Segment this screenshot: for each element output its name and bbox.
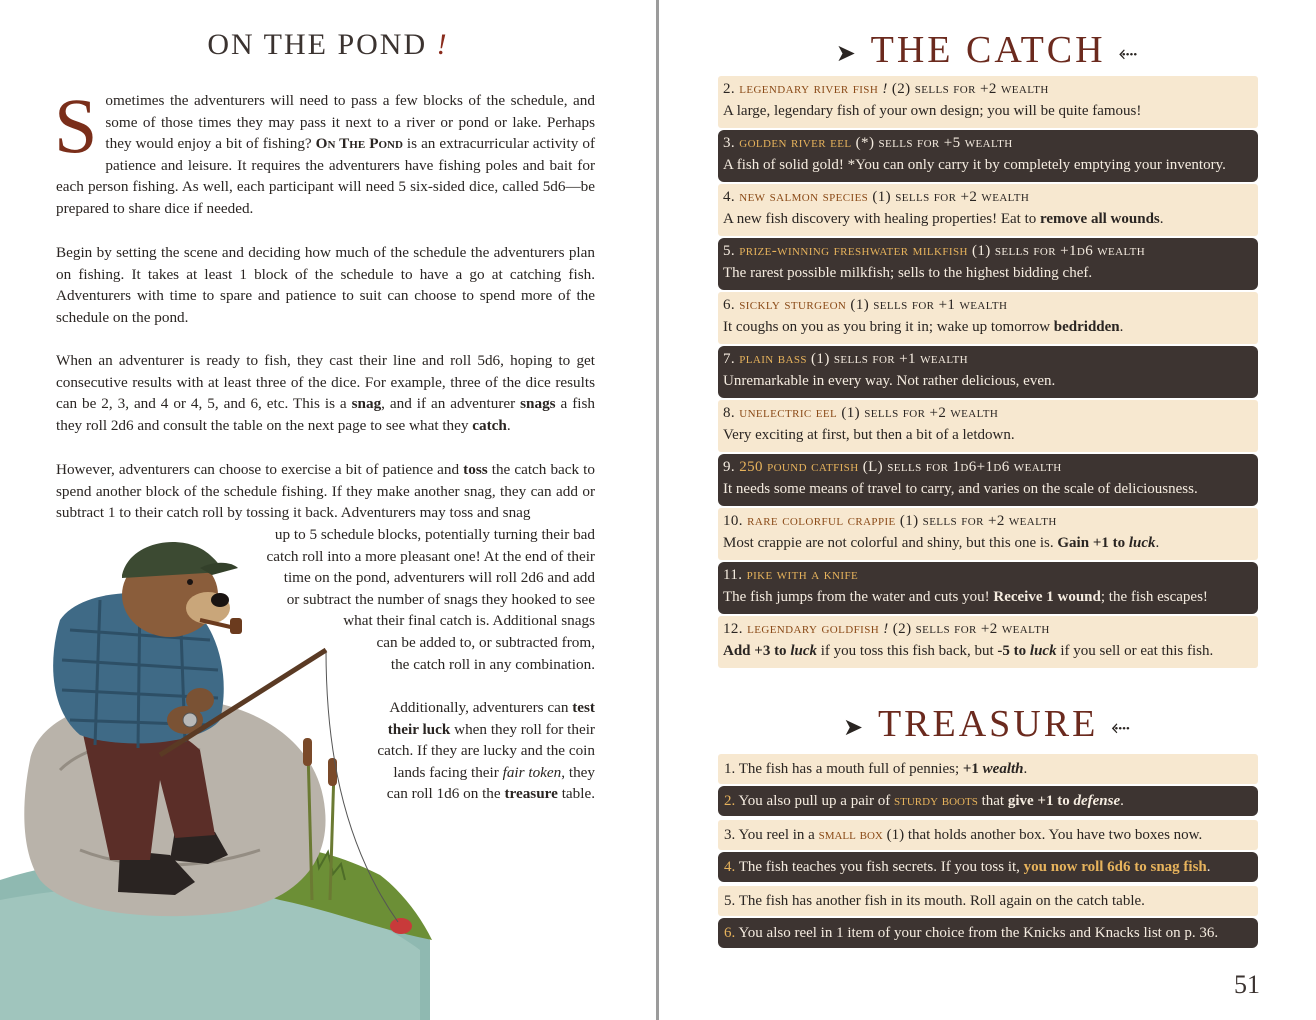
catch-desc-bold: remove all wounds bbox=[1040, 211, 1160, 227]
catch-desc-bold: Receive 1 wound bbox=[993, 589, 1101, 605]
toss-line: up to 5 schedule blocks, potentially turning their bad bbox=[274, 526, 595, 543]
luck-text-1: Additionally, adventurers can bbox=[389, 699, 573, 716]
catch-row bbox=[718, 292, 1258, 344]
catch-name: new salmon species bbox=[739, 189, 869, 205]
treasure-text: You reel in a bbox=[738, 827, 819, 843]
legendary-mark: ! bbox=[883, 621, 889, 637]
treasure-row bbox=[718, 886, 1258, 916]
catch-name: sickly sturgeon bbox=[739, 297, 847, 313]
catch-row bbox=[718, 454, 1258, 506]
catch-desc-after: ; the fish escapes! bbox=[1100, 589, 1208, 605]
catch-desc-bold: Add +3 to bbox=[723, 643, 791, 659]
luck-text-4: lands facing their bbox=[393, 763, 503, 781]
treasure-bold: +1 bbox=[962, 761, 983, 777]
treasure-roll: 2. bbox=[724, 793, 736, 809]
treasure-bold: give +1 to bbox=[1007, 793, 1074, 809]
catch-row bbox=[718, 562, 1258, 614]
treasure-italic: wealth bbox=[982, 761, 1024, 777]
treasure-item-name: sturdy boots bbox=[894, 793, 978, 809]
catch-desc-bold: Gain +1 to bbox=[1057, 535, 1129, 551]
luck-term: luck bbox=[1128, 535, 1156, 551]
catch-row-header bbox=[723, 78, 1252, 100]
intro-text-1: ometimes the adventurers will need to pass a few blocks of the schedule, and some of those times they may pass it next to a river or pond or lake. Perhaps they would enjoy a bit of fishing? bbox=[105, 92, 595, 153]
catch-roll: 11. bbox=[723, 567, 743, 583]
left-ornament-icon: ➤ bbox=[835, 40, 859, 67]
catch-qty: (2) bbox=[891, 81, 911, 97]
catch-row-header bbox=[723, 240, 1252, 262]
catch-desc-text: Unremarkable in every way. Not rather delicious, even. bbox=[723, 373, 1056, 389]
catch-row bbox=[718, 616, 1258, 668]
catch-row bbox=[718, 400, 1258, 452]
catch-sells: sells for +1d6 wealth bbox=[994, 243, 1146, 259]
treasure-text: (1) that holds another box. You have two boxes now. bbox=[882, 827, 1203, 843]
treasure-roll: 5. bbox=[724, 893, 736, 909]
catch-qty: (*) bbox=[855, 135, 875, 151]
catch-roll: 3. bbox=[723, 135, 736, 151]
treasure-text: that bbox=[977, 793, 1008, 809]
catch-desc-text: if you toss this fish back, but bbox=[816, 643, 998, 659]
left-page bbox=[0, 0, 656, 1020]
catch-roll: 8. bbox=[723, 405, 736, 421]
catch-qty: (1) bbox=[971, 243, 991, 259]
catch-heading-text: THE CATCH bbox=[870, 29, 1106, 71]
treasure-text: . bbox=[1206, 859, 1211, 875]
catch-desc-text: The rarest possible milkfish; sells to the highest bidding chef. bbox=[723, 265, 1093, 281]
catch-row-header bbox=[723, 618, 1252, 640]
treasure-item-name: small box bbox=[818, 827, 883, 843]
paragraph-intro bbox=[54, 82, 595, 220]
right-page bbox=[660, 0, 1316, 1020]
toss-text-2: the catch back to spend another block of the schedule fishing. If they make another snag, they can add or subtract 1 to their catch roll by tossing it back. Adventurers may toss and snag bbox=[56, 461, 595, 522]
treasure-row bbox=[718, 754, 1258, 784]
catch-description bbox=[723, 316, 1252, 338]
catch-row-header bbox=[723, 294, 1252, 316]
paragraph-setting: Begin by setting the scene and deciding how much of the schedule the adventurers plan on fishing. It takes at least 1 block of the schedule to have a go at catching fish. Adventurers with time to spare and patience to suit can choose to spend more of the schedule on the pond. bbox=[56, 244, 595, 326]
catch-roll: 5. bbox=[723, 243, 736, 259]
snags-term: snags bbox=[520, 395, 556, 413]
snag-text-4: . bbox=[506, 416, 511, 434]
catch-desc-text: A fish of solid gold! *You can only carry it by completely emptying your inventory. bbox=[723, 157, 1226, 173]
snag-text-1: When an adventurer is ready to fish, they cast their line and roll 5d6, hoping to get consecutive results with at least three of the dice. For example, three of the dice results can be 2, 3, and 4 or 4, 5, and 6, etc. This is a bbox=[56, 352, 595, 413]
catch-row-header bbox=[723, 456, 1252, 478]
luck-text-5: , they bbox=[561, 763, 595, 781]
catch-description bbox=[723, 100, 1252, 122]
catch-roll: 7. bbox=[723, 351, 736, 367]
title-text: ON THE POND bbox=[207, 28, 428, 61]
catch-desc-text: if you sell or eat this fish. bbox=[1056, 643, 1214, 659]
treasure-text: The fish has a mouth full of pennies; bbox=[738, 761, 963, 777]
luck-term: luck bbox=[790, 643, 817, 659]
catch-row bbox=[718, 184, 1258, 236]
catch-qty: (1) bbox=[899, 513, 919, 529]
catch-roll: 6. bbox=[723, 297, 736, 313]
their-luck-term: their luck bbox=[387, 720, 451, 738]
treasure-roll: 4. bbox=[724, 859, 736, 875]
catch-name: golden river eel bbox=[739, 135, 852, 151]
catch-desc-text: A large, legendary fish of your own design; you will be quite famous! bbox=[723, 103, 1142, 119]
snag-term: snag bbox=[351, 395, 382, 413]
catch-qty: (1) bbox=[872, 189, 892, 205]
right-ornament-icon: ⬸ bbox=[1110, 713, 1133, 740]
bobber bbox=[390, 918, 412, 934]
luck-term: luck bbox=[1029, 643, 1057, 659]
catch-description bbox=[723, 478, 1252, 500]
catch-description bbox=[723, 586, 1252, 608]
toss-line: catch roll into a more pleasant one! At the end of their bbox=[266, 547, 595, 565]
right-ornament-icon: ⬸ bbox=[1118, 39, 1141, 66]
catch-roll: 9. bbox=[723, 459, 736, 475]
paragraph-toss bbox=[56, 459, 595, 524]
catch-row bbox=[718, 130, 1258, 182]
book-spine bbox=[656, 0, 659, 1020]
catch-desc-text: The fish jumps from the water and cuts you! bbox=[723, 589, 994, 605]
catch-desc-text: A new fish discovery with healing properties! Eat to bbox=[723, 211, 1041, 227]
toss-line: the catch roll in any combination. bbox=[390, 655, 595, 673]
toss-line: what their final catch is. Additional snags bbox=[343, 612, 595, 630]
fishing-reel bbox=[183, 713, 197, 727]
catch-name: legendary goldfish bbox=[747, 621, 880, 637]
test-term: test bbox=[572, 699, 595, 716]
catch-name: 250 pound catfish bbox=[739, 459, 859, 475]
catch-desc-bold: bedridden bbox=[1053, 319, 1120, 335]
page-number: 51 bbox=[1234, 970, 1260, 999]
treasure-roll: 3. bbox=[724, 827, 736, 843]
legendary-mark: ! bbox=[882, 81, 888, 97]
catch-roll: 12. bbox=[723, 621, 743, 637]
catch-description bbox=[723, 208, 1252, 230]
catch-sells: sells for +1 wealth bbox=[873, 297, 1008, 313]
luck-text-6: can roll 1d6 on the bbox=[386, 785, 505, 803]
treasure-text: You also pull up a pair of bbox=[738, 793, 895, 809]
treasure-row bbox=[718, 918, 1258, 948]
catch-desc-text: It coughs on you as you bring it in; wake up tomorrow bbox=[723, 319, 1054, 335]
catch-row bbox=[718, 346, 1258, 398]
intro-text-2: is an extracurricular activity of patience and leisure. It requires the adventurers have fishing poles and bait for each person fishing. As well, each participant will need 5 six-sided dice, called 5d6—be prepared to share dice if needed. bbox=[56, 135, 595, 217]
cattail-head bbox=[328, 758, 337, 786]
treasure-row bbox=[718, 852, 1258, 882]
treasure-italic: defense bbox=[1073, 793, 1121, 809]
catch-name: plain bass bbox=[739, 351, 807, 367]
catch-sells: sells for +2 wealth bbox=[895, 189, 1030, 205]
paw bbox=[186, 688, 214, 712]
treasure-row bbox=[718, 786, 1258, 816]
catch-roll: 4. bbox=[723, 189, 736, 205]
treasure-bold: you now roll 6d6 to snag fish bbox=[1023, 859, 1207, 875]
left-page-title bbox=[0, 28, 656, 62]
catch-sells: sells for +1 wealth bbox=[833, 351, 968, 367]
luck-text-7: table. bbox=[557, 785, 595, 803]
catch-desc-text: Very exciting at first, but then a bit of a letdown. bbox=[723, 427, 1015, 443]
treasure-text: The fish teaches you fish secrets. If you toss it, bbox=[738, 859, 1024, 875]
catch-roll: 2. bbox=[723, 81, 736, 97]
catch-sells: sells for +2 wealth bbox=[922, 513, 1057, 529]
catch-row-header bbox=[723, 510, 1252, 532]
catch-qty: (1) bbox=[811, 351, 830, 367]
toss-line: time on the pond, adventurers will roll 2d6 and add bbox=[283, 569, 595, 587]
fishing-bear-illustration bbox=[0, 520, 440, 1020]
catch-description: Most crappie are not colorful and shiny, but this one is. Gain +1 to luck. bbox=[723, 535, 1160, 551]
catch-description bbox=[723, 370, 1252, 392]
treasure-roll: 6. bbox=[724, 925, 736, 941]
catch-row bbox=[718, 238, 1258, 290]
catch-row-header bbox=[723, 348, 1252, 370]
toss-text-1: However, adventurers can choose to exercise a bit of patience and bbox=[56, 461, 464, 478]
catch-name: prize-winning freshwater milkfish bbox=[739, 243, 968, 259]
toss-term: toss bbox=[463, 461, 488, 478]
catch-sells: sells for +2 wealth bbox=[864, 405, 999, 421]
catch-sells: sells for +5 wealth bbox=[878, 135, 1013, 151]
treasure-roll: 1. bbox=[724, 761, 736, 777]
toss-line: or subtract the number of snags they hooked to see bbox=[286, 590, 595, 608]
catch-name: rare colorful crappie bbox=[747, 513, 896, 529]
fair-token-term: fair token bbox=[502, 763, 562, 781]
catch-row-header bbox=[723, 186, 1252, 208]
treasure-text: . bbox=[1023, 761, 1028, 777]
catch-heading bbox=[660, 28, 1316, 72]
snag-text-3: a fish they roll 2d6 and consult the table on the next page to see what they bbox=[56, 395, 596, 434]
catch-desc-after: . bbox=[1159, 211, 1164, 227]
treasure-row bbox=[718, 820, 1258, 850]
catch-name: unelectric eel bbox=[739, 405, 838, 421]
catch-row-header bbox=[723, 402, 1252, 424]
cattail-head bbox=[303, 738, 312, 766]
catch-row-header bbox=[723, 564, 1252, 586]
catch-desc-text: Most crappie are not colorful and shiny, but this one is. bbox=[723, 535, 1058, 551]
drop-cap: S bbox=[54, 82, 98, 169]
catch-row-header bbox=[723, 132, 1252, 154]
pipe-bowl bbox=[230, 618, 242, 634]
treasure-heading bbox=[660, 702, 1316, 746]
left-ornament-icon: ➤ bbox=[843, 714, 867, 741]
on-the-pond-term: On The Pond bbox=[315, 135, 403, 153]
paragraph-snag bbox=[56, 350, 595, 436]
bear-eye bbox=[187, 579, 193, 585]
toss-line: can be added to, or subtracted from, bbox=[376, 633, 595, 651]
bear-nose bbox=[211, 593, 229, 607]
catch-qty: (L) bbox=[862, 459, 884, 475]
treasure-text: . bbox=[1120, 793, 1124, 809]
catch-desc-text: It needs some means of travel to carry, and varies on the scale of deliciousness. bbox=[723, 481, 1198, 497]
catch-description bbox=[723, 640, 1252, 662]
catch-qty: (1) bbox=[841, 405, 861, 421]
catch-row bbox=[718, 76, 1258, 128]
catch-description bbox=[723, 262, 1252, 284]
treasure-heading-text: TREASURE bbox=[877, 703, 1099, 745]
catch-roll: 10. bbox=[723, 513, 743, 529]
catch-qty: (1) bbox=[850, 297, 870, 313]
catch-name: legendary river fish bbox=[739, 81, 879, 97]
treasure-text: You also reel in 1 item of your choice from the Knicks and Knacks list on p. 36. bbox=[738, 925, 1219, 941]
catch-sells: sells for +2 wealth bbox=[915, 621, 1050, 637]
catch-description bbox=[723, 154, 1252, 176]
treasure-term: treasure bbox=[504, 785, 558, 803]
catch-qty: (2) bbox=[892, 621, 912, 637]
luck-text-3: catch. If they are lucky and the coin bbox=[377, 742, 595, 760]
catch-name: pike with a knife bbox=[746, 567, 859, 583]
catch-description bbox=[723, 424, 1252, 446]
cap bbox=[122, 542, 222, 578]
catch-desc-after: . bbox=[1119, 319, 1124, 335]
luck-text-2: when they roll for their bbox=[450, 720, 595, 738]
catch-row bbox=[718, 508, 1258, 560]
title-exclamation: ! bbox=[436, 28, 449, 61]
snag-text-2: , and if an adventurer bbox=[381, 395, 521, 413]
catch-desc-bold: -5 to bbox=[997, 643, 1030, 659]
catch-sells: sells for 1d6+1d6 wealth bbox=[887, 459, 1062, 475]
treasure-text: The fish has another fish in its mouth. Roll again on the catch table. bbox=[738, 893, 1145, 909]
catch-sells: sells for +2 wealth bbox=[914, 81, 1049, 97]
catch-term: catch bbox=[472, 416, 507, 434]
